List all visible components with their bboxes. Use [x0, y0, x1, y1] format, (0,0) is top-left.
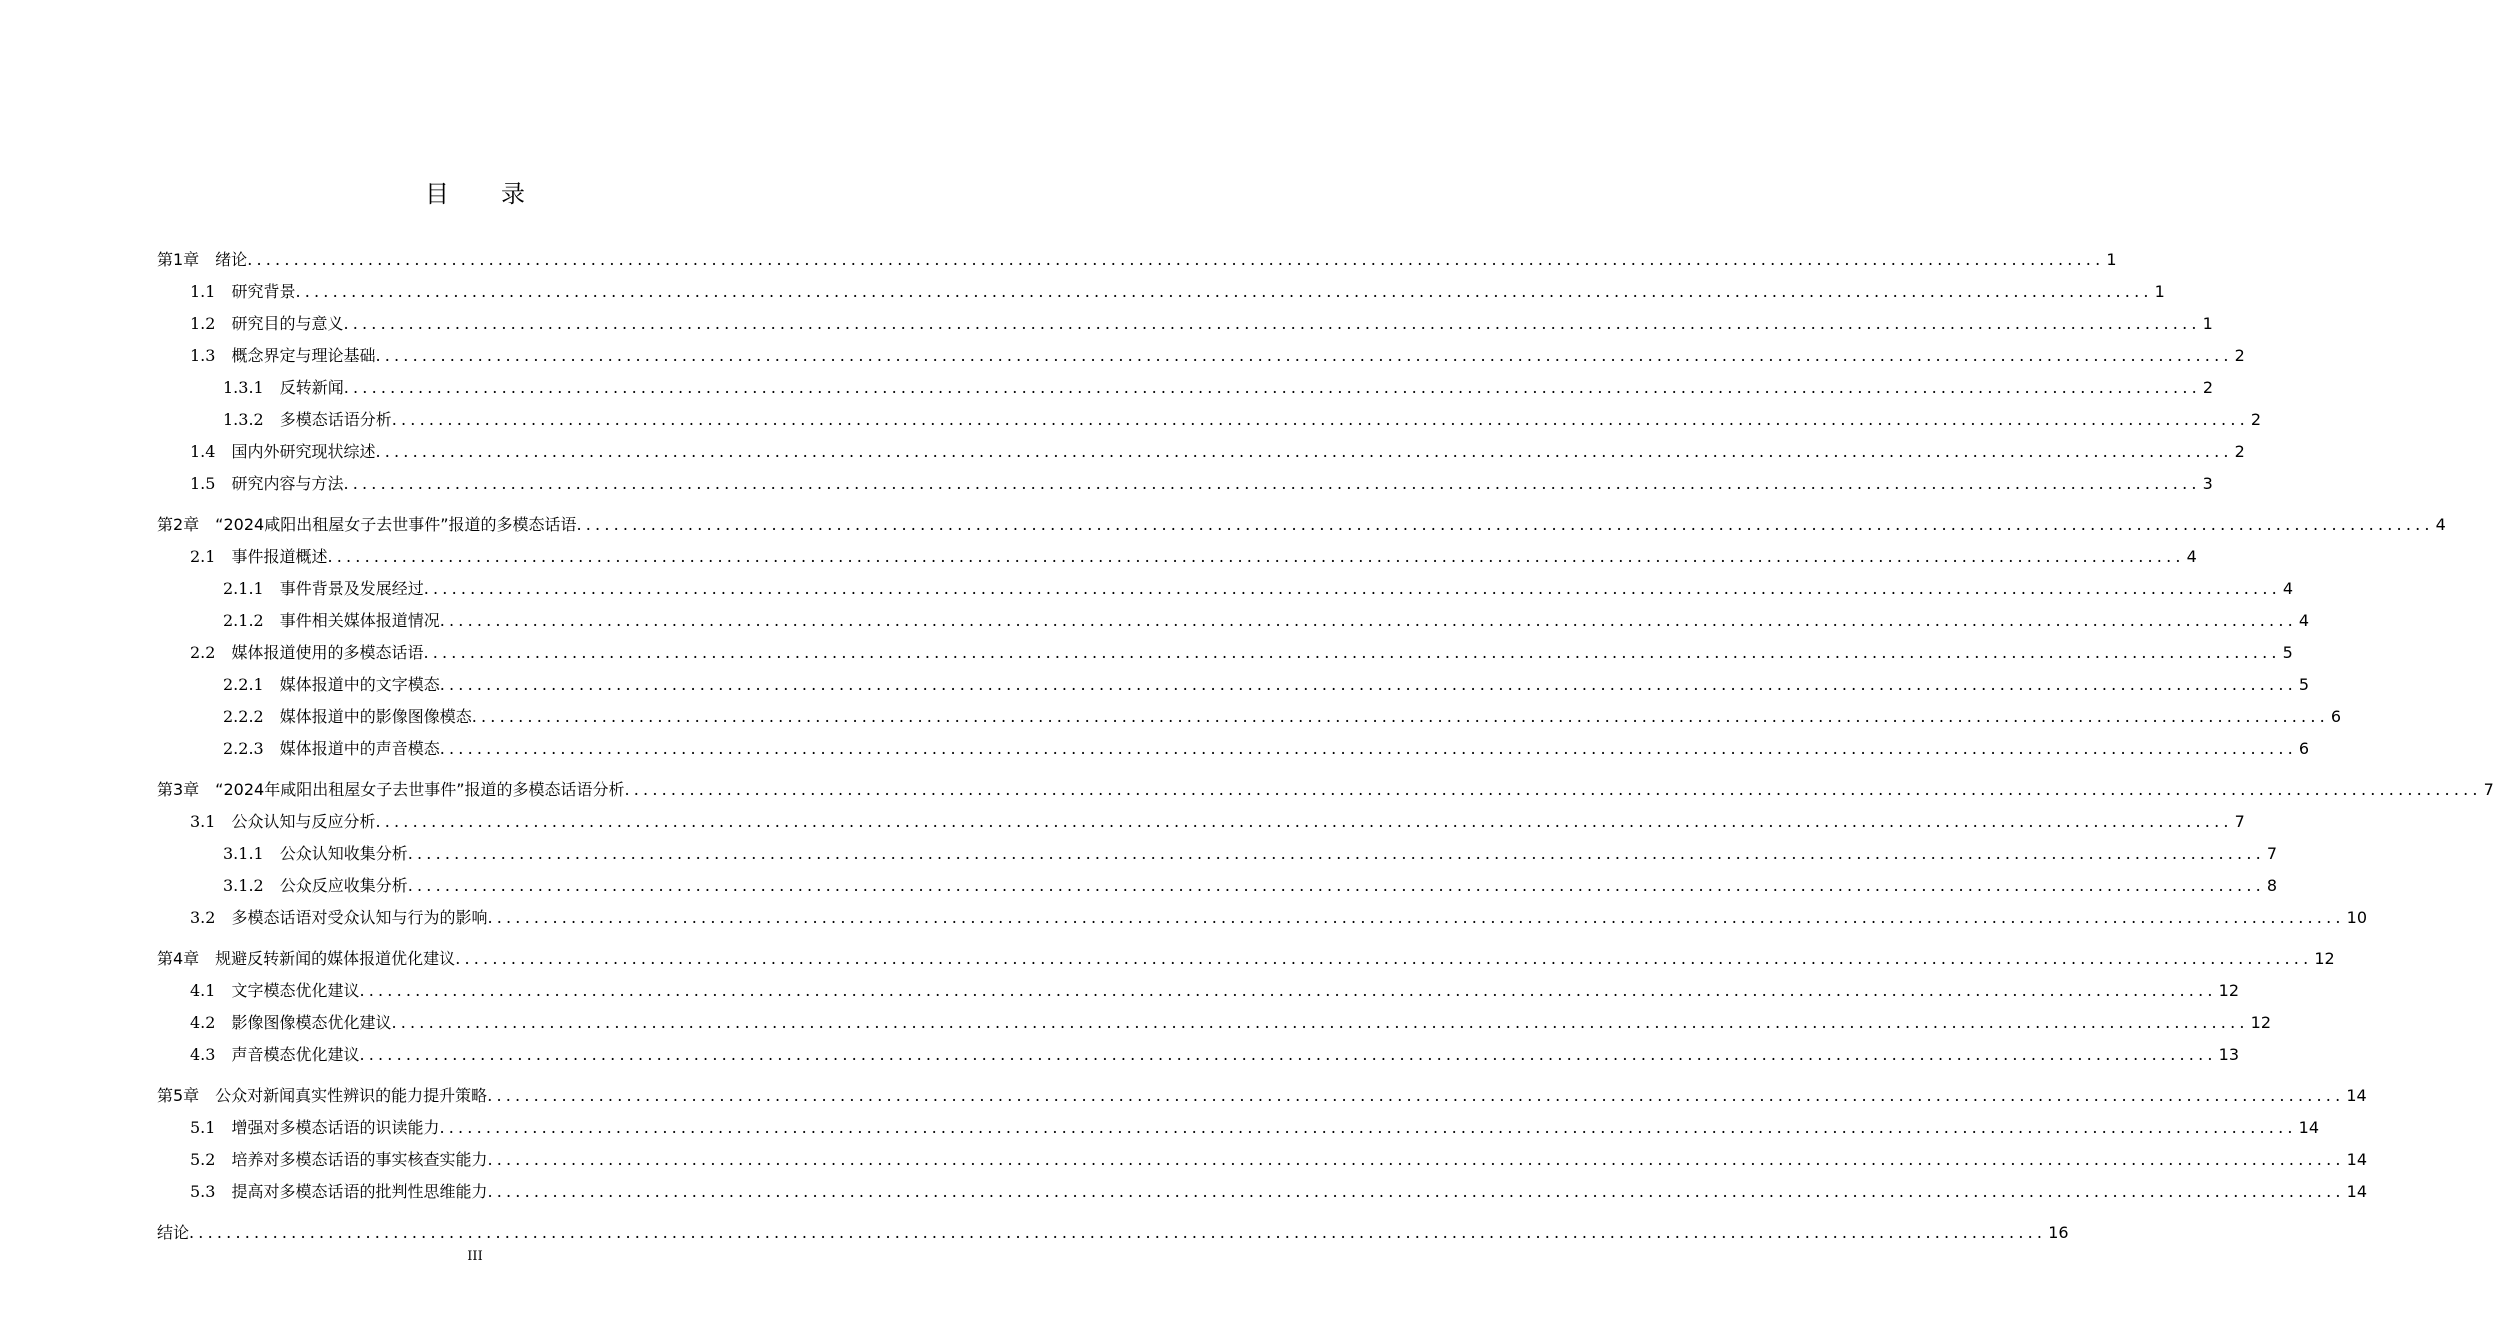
- toc-entry[interactable]: [157, 407, 2262, 433]
- toc-entry-label: 4.3 声音模态优化建议: [190, 1045, 360, 1064]
- toc-entry-label: 1.3 概念界定与理论基础: [190, 346, 376, 365]
- toc-entry[interactable]: [157, 311, 2213, 337]
- toc-entry[interactable]: [157, 1147, 2367, 1173]
- toc-leader-dots: ........................................................................................................................................................................................................: [439, 611, 2297, 630]
- toc-page-number: 13: [2218, 1045, 2239, 1064]
- toc-leader-dots: ........................................................................................................................................................................................................: [343, 314, 2201, 333]
- toc-page-number: 8: [2266, 876, 2278, 895]
- toc-leader-dots: ........................................................................................................................................................................................................: [375, 346, 2233, 365]
- toc-page-number: 7: [2234, 812, 2245, 831]
- toc-page-number: 4: [2435, 515, 2446, 534]
- toc-leader-dots: ........................................................................................................................................................................................................: [343, 378, 2201, 397]
- toc-page-number: 2: [2234, 442, 2245, 461]
- toc-entry[interactable]: [157, 471, 2213, 497]
- toc-entry[interactable]: [157, 544, 2197, 570]
- toc-leader-dots: ........................................................................................................................................................................................................: [375, 442, 2233, 461]
- toc-entry[interactable]: [157, 1083, 2367, 1109]
- toc-entry[interactable]: [157, 841, 2278, 867]
- toc-leader-dots: ........................................................................................................................................................................................................: [359, 981, 2217, 1000]
- toc-entry-label: 3.1.2 公众反应收集分析: [223, 876, 408, 895]
- toc-entry[interactable]: [157, 704, 2342, 730]
- toc-entry-label: 3.1 公众认知与反应分析: [190, 812, 376, 831]
- toc-page-number: 12: [2250, 1013, 2271, 1032]
- toc-entry-label: 5.2 培养对多模态话语的事实核查实能力: [190, 1150, 488, 1169]
- toc-entry-label: 2.1 事件报道概述: [190, 547, 328, 566]
- toc-entry-label: 第1章 绪论: [157, 250, 248, 269]
- table-of-contents: [157, 0, 2494, 1344]
- toc-entry-label: 4.2 影像图像模态优化建议: [190, 1013, 392, 1032]
- toc-leader-dots: ........................................................................................................................................................................................................: [423, 579, 2281, 598]
- toc-page-number: 5: [2282, 643, 2293, 662]
- toc-entry[interactable]: [157, 978, 2239, 1004]
- toc-entry[interactable]: [157, 343, 2245, 369]
- toc-entry[interactable]: [157, 1220, 2069, 1246]
- toc-page-number: 4: [2186, 547, 2197, 566]
- toc-entry-label: 1.1 研究背景: [190, 282, 296, 301]
- toc-page-number: 3: [2202, 474, 2213, 493]
- toc-entry[interactable]: [157, 247, 2117, 273]
- toc-entry[interactable]: [157, 809, 2245, 835]
- toc-page-number: 2: [2234, 346, 2245, 365]
- toc-entry-label: 3.2 多模态话语对受众认知与行为的影响: [190, 908, 488, 927]
- toc-page-number: 16: [2048, 1223, 2069, 1242]
- toc-entry-label: 1.4 国内外研究现状综述: [190, 442, 376, 461]
- toc-page-number: 1: [2154, 282, 2165, 301]
- toc-entry[interactable]: [157, 439, 2245, 465]
- toc-leader-dots: ........................................................................................................................................................................................................: [247, 250, 2105, 269]
- toc-leader-dots: ........................................................................................................................................................................................................: [407, 876, 2265, 895]
- toc-entry-label: 1.3.2 多模态话语分析: [223, 410, 392, 429]
- toc-entry-label: 2.1.1 事件背景及发展经过: [223, 579, 424, 598]
- toc-entry[interactable]: [157, 375, 2214, 401]
- toc-leader-dots: ........................................................................................................................................................................................................: [375, 812, 2233, 831]
- toc-page-number: 10: [2346, 908, 2367, 927]
- page-title: 目录: [425, 180, 577, 208]
- toc-entry-label: 5.1 增强对多模态话语的识读能力: [190, 1118, 440, 1137]
- toc-page-number: 14: [2298, 1118, 2319, 1137]
- toc-entry-label: 1.5 研究内容与方法: [190, 474, 344, 493]
- toc-page-number: 4: [2282, 579, 2294, 598]
- toc-page-number: 12: [2218, 981, 2239, 1000]
- toc-entry[interactable]: [157, 279, 2165, 305]
- toc-entry[interactable]: [157, 736, 2310, 762]
- toc-entry[interactable]: [157, 672, 2310, 698]
- toc-entry-label: 2.1.2 事件相关媒体报道情况: [223, 611, 440, 630]
- toc-entry-label: 1.3.1 反转新闻: [223, 378, 344, 397]
- toc-entry[interactable]: [157, 946, 2335, 972]
- toc-entry-label: 第5章 公众对新闻真实性辨识的能力提升策略: [157, 1086, 488, 1105]
- toc-leader-dots: ........................................................................................................................................................................................................: [487, 1182, 2345, 1201]
- toc-leader-dots: ........................................................................................................................................................................................................: [487, 908, 2345, 927]
- toc-leader-dots: ........................................................................................................................................................................................................: [423, 643, 2281, 662]
- toc-page-number: 5: [2298, 675, 2310, 694]
- toc-entry-label: 5.3 提高对多模态话语的批判性思维能力: [190, 1182, 488, 1201]
- toc-entry-label: 2.2.2 媒体报道中的影像图像模态: [223, 707, 472, 726]
- toc-leader-dots: ........................................................................................................................................................................................................: [439, 675, 2297, 694]
- toc-entry-label: 2.2.1 媒体报道中的文字模态: [223, 675, 440, 694]
- toc-leader-dots: ........................................................................................................................................................................................................: [487, 1086, 2345, 1105]
- toc-page-number: 12: [2314, 949, 2335, 968]
- toc-page-number: 1: [2106, 250, 2117, 269]
- toc-entry-label: 第3章 “2024年咸阳出租屋女子去世事件”报道的多模态话语分析: [157, 780, 625, 799]
- page-number-footer: III: [467, 1249, 483, 1264]
- toc-leader-dots: ........................................................................................................................................................................................................: [576, 515, 2434, 534]
- toc-page-number: 7: [2266, 844, 2278, 863]
- toc-page-number: 2: [2202, 378, 2214, 397]
- toc-leader-dots: ........................................................................................................................................................................................................: [295, 282, 2153, 301]
- toc-entry[interactable]: [157, 1115, 2319, 1141]
- toc-entry[interactable]: [157, 1010, 2271, 1036]
- toc-entry-label: 3.1.1 公众认知收集分析: [223, 844, 408, 863]
- toc-leader-dots: ........................................................................................................................................................................................................: [439, 1118, 2297, 1137]
- toc-entry-label: 4.1 文字模态优化建议: [190, 981, 360, 1000]
- toc-leader-dots: ........................................................................................................................................................................................................: [189, 1223, 2047, 1242]
- toc-leader-dots: ........................................................................................................................................................................................................: [391, 410, 2249, 429]
- toc-leader-dots: ........................................................................................................................................................................................................: [327, 547, 2185, 566]
- toc-entry-label: 1.2 研究目的与意义: [190, 314, 344, 333]
- toc-page-number: 7: [2483, 780, 2494, 799]
- toc-entry[interactable]: [157, 777, 2494, 803]
- toc-entry[interactable]: [157, 905, 2367, 931]
- toc-entry[interactable]: [157, 873, 2278, 899]
- toc-page-number: 1: [2202, 314, 2213, 333]
- toc-page-number: 14: [2346, 1086, 2367, 1105]
- toc-entry[interactable]: [157, 1179, 2367, 1205]
- toc-entry-label: 第2章 “2024咸阳出租屋女子去世事件”报道的多模态话语: [157, 515, 577, 534]
- toc-leader-dots: ........................................................................................................................................................................................................: [439, 739, 2297, 758]
- toc-entry-label: 结论: [157, 1223, 190, 1242]
- toc-leader-dots: ........................................................................................................................................................................................................: [487, 1150, 2345, 1169]
- toc-entry-label: 2.2 媒体报道使用的多模态话语: [190, 643, 424, 662]
- toc-leader-dots: ........................................................................................................................................................................................................: [471, 707, 2329, 726]
- toc-page-number: 4: [2298, 611, 2310, 630]
- toc-leader-dots: ........................................................................................................................................................................................................: [407, 844, 2265, 863]
- toc-leader-dots: ........................................................................................................................................................................................................: [343, 474, 2201, 493]
- toc-entry-label: 第4章 规避反转新闻的媒体报道优化建议: [157, 949, 456, 968]
- toc-entry-label: 2.2.3 媒体报道中的声音模态: [223, 739, 440, 758]
- toc-page-number: 6: [2298, 739, 2310, 758]
- toc-page-number: 14: [2346, 1150, 2367, 1169]
- toc-leader-dots: ........................................................................................................................................................................................................: [391, 1013, 2249, 1032]
- toc-leader-dots: ........................................................................................................................................................................................................: [359, 1045, 2217, 1064]
- toc-entry[interactable]: [157, 576, 2294, 602]
- toc-page-number: 2: [2250, 410, 2262, 429]
- toc-entry[interactable]: [157, 608, 2310, 634]
- toc-entry[interactable]: [157, 1042, 2239, 1068]
- toc-entry[interactable]: [157, 512, 2446, 538]
- toc-page-number: 14: [2346, 1182, 2367, 1201]
- toc-leader-dots: ........................................................................................................................................................................................................: [624, 780, 2482, 799]
- toc-leader-dots: ........................................................................................................................................................................................................: [455, 949, 2313, 968]
- toc-entry[interactable]: [157, 640, 2293, 666]
- toc-page-number: 6: [2330, 707, 2342, 726]
